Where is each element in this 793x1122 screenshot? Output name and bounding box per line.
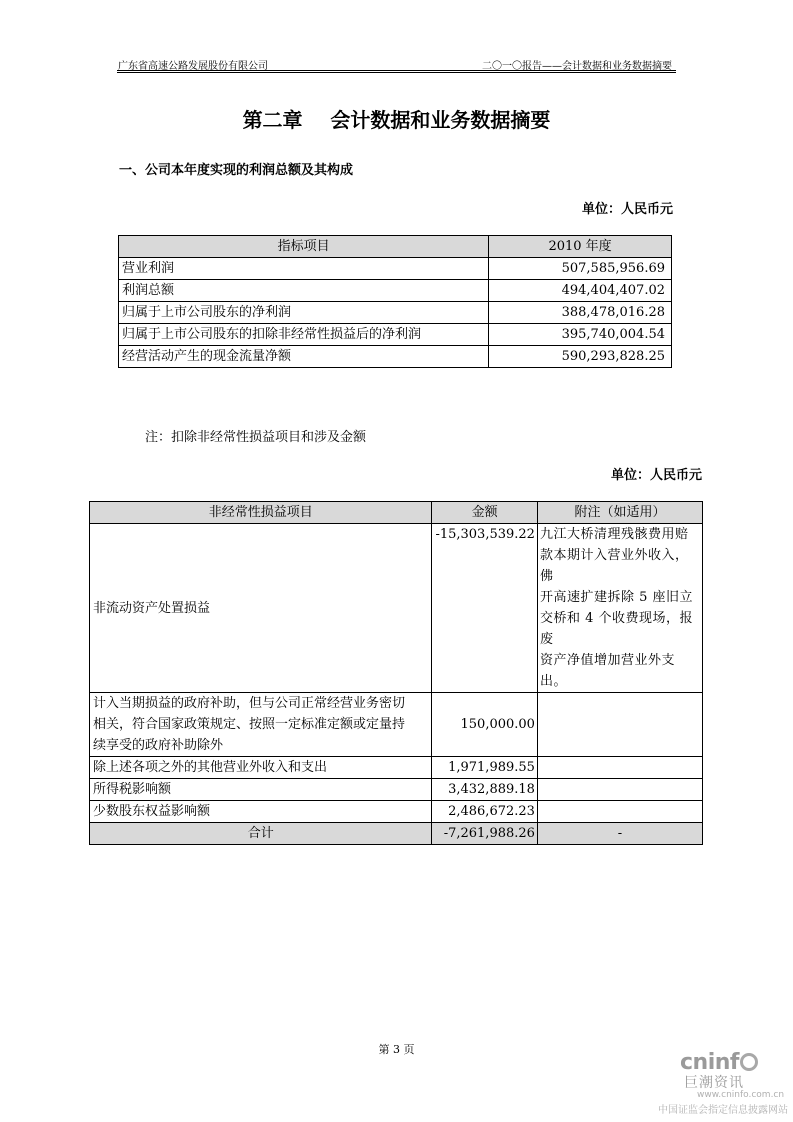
row-value: 590,293,828.25 — [489, 346, 672, 368]
row-item — [90, 693, 432, 757]
note-line: 九江大桥清理残骸费用赔 — [539, 527, 689, 542]
unit-label: 单位：人民币元 — [610, 468, 702, 483]
row-note — [537, 779, 702, 801]
watermark-url: www.cninfo.com.cn — [697, 1090, 785, 1100]
table-row — [119, 324, 672, 346]
watermark-tagline: 中国证监会指定信息披露网站 — [658, 1105, 788, 1116]
column-header: 指标项目 — [119, 236, 489, 258]
column-header: 非经常性损益项目 — [90, 502, 432, 524]
table-header-row — [119, 236, 672, 258]
row-item: 经营活动产生的现金流量净额 — [119, 346, 489, 368]
profit-table — [118, 235, 672, 368]
row-item: 非流动资产处置损益 — [90, 524, 432, 693]
note-line: 款本期计入营业外收入，佛 — [539, 548, 689, 584]
note-text: 注：扣除非经常性损益项目和涉及金额 — [145, 430, 367, 445]
table-row — [90, 693, 703, 757]
row-item: 所得税影响额 — [90, 779, 432, 801]
table-row — [90, 757, 703, 779]
item-line: 计入当期损益的政府补助，但与公司正常经营业务密切 — [93, 696, 406, 711]
cninfo-logo — [680, 1050, 780, 1092]
row-value: 395,740,004.54 — [489, 324, 672, 346]
row-note — [537, 693, 702, 757]
header-company: 广东省高速公路发展股份有限公司 — [118, 61, 268, 72]
note-line: 开高速扩建拆除 5 座旧立 — [539, 590, 693, 605]
nonrecurring-table — [89, 501, 703, 845]
total-label: 合计 — [90, 823, 432, 845]
row-note — [537, 524, 702, 693]
row-amount: 2,486,672.23 — [432, 801, 538, 823]
swirl-icon — [740, 1053, 758, 1071]
logo-text: cninf — [680, 1050, 739, 1075]
row-value: 494,404,407.02 — [489, 280, 672, 302]
page-number: 第 3 页 — [378, 1043, 415, 1056]
row-amount: 3,432,889.18 — [432, 779, 538, 801]
row-amount: 150,000.00 — [432, 693, 538, 757]
row-item: 营业利润 — [119, 258, 489, 280]
table-row — [90, 801, 703, 823]
column-header: 2010 年度 — [489, 236, 672, 258]
row-value: 507,585,956.69 — [489, 258, 672, 280]
row-amount: -15,303,539.22 — [432, 524, 538, 693]
row-amount: 1,971,989.55 — [432, 757, 538, 779]
note-line: 交桥和 4 个收费现场，报废 — [539, 611, 693, 647]
table-header-row — [90, 502, 703, 524]
column-header: 附注（如适用） — [537, 502, 702, 524]
table-row — [90, 524, 703, 693]
column-header: 金额 — [432, 502, 538, 524]
table-row — [119, 346, 672, 368]
row-item: 除上述各项之外的其他营业外收入和支出 — [90, 757, 432, 779]
row-item: 归属于上市公司股东的净利润 — [119, 302, 489, 324]
item-line: 续享受的政府补助除外 — [93, 738, 224, 753]
table-row — [119, 280, 672, 302]
table-row — [119, 258, 672, 280]
table-row — [119, 302, 672, 324]
header-rule — [117, 70, 676, 71]
note-line: 资产净值增加营业外支出。 — [539, 653, 675, 689]
total-row — [90, 823, 703, 845]
row-note — [537, 757, 702, 779]
section-title: 一、公司本年度实现的利润总额及其构成 — [119, 163, 354, 178]
row-item: 少数股东权益影响额 — [90, 801, 432, 823]
table-row — [90, 779, 703, 801]
row-note — [537, 801, 702, 823]
row-item: 归属于上市公司股东的扣除非经常性损益后的净利润 — [119, 324, 489, 346]
header-report-title: 二〇一〇报告——会计数据和业务数据摘要 — [482, 61, 672, 72]
row-value: 388,478,016.28 — [489, 302, 672, 324]
item-line: 相关，符合国家政策规定、按照一定标准定额或定量持 — [93, 717, 406, 732]
unit-label: 单位：人民币元 — [581, 202, 673, 217]
chapter-title: 第二章 会计数据和业务数据摘要 — [242, 108, 551, 132]
total-note: - — [537, 823, 702, 845]
row-item: 利润总额 — [119, 280, 489, 302]
total-amount: -7,261,988.26 — [432, 823, 538, 845]
header-rule-double — [117, 72, 676, 73]
logo-cn-text: 巨潮资讯 — [684, 1075, 744, 1091]
